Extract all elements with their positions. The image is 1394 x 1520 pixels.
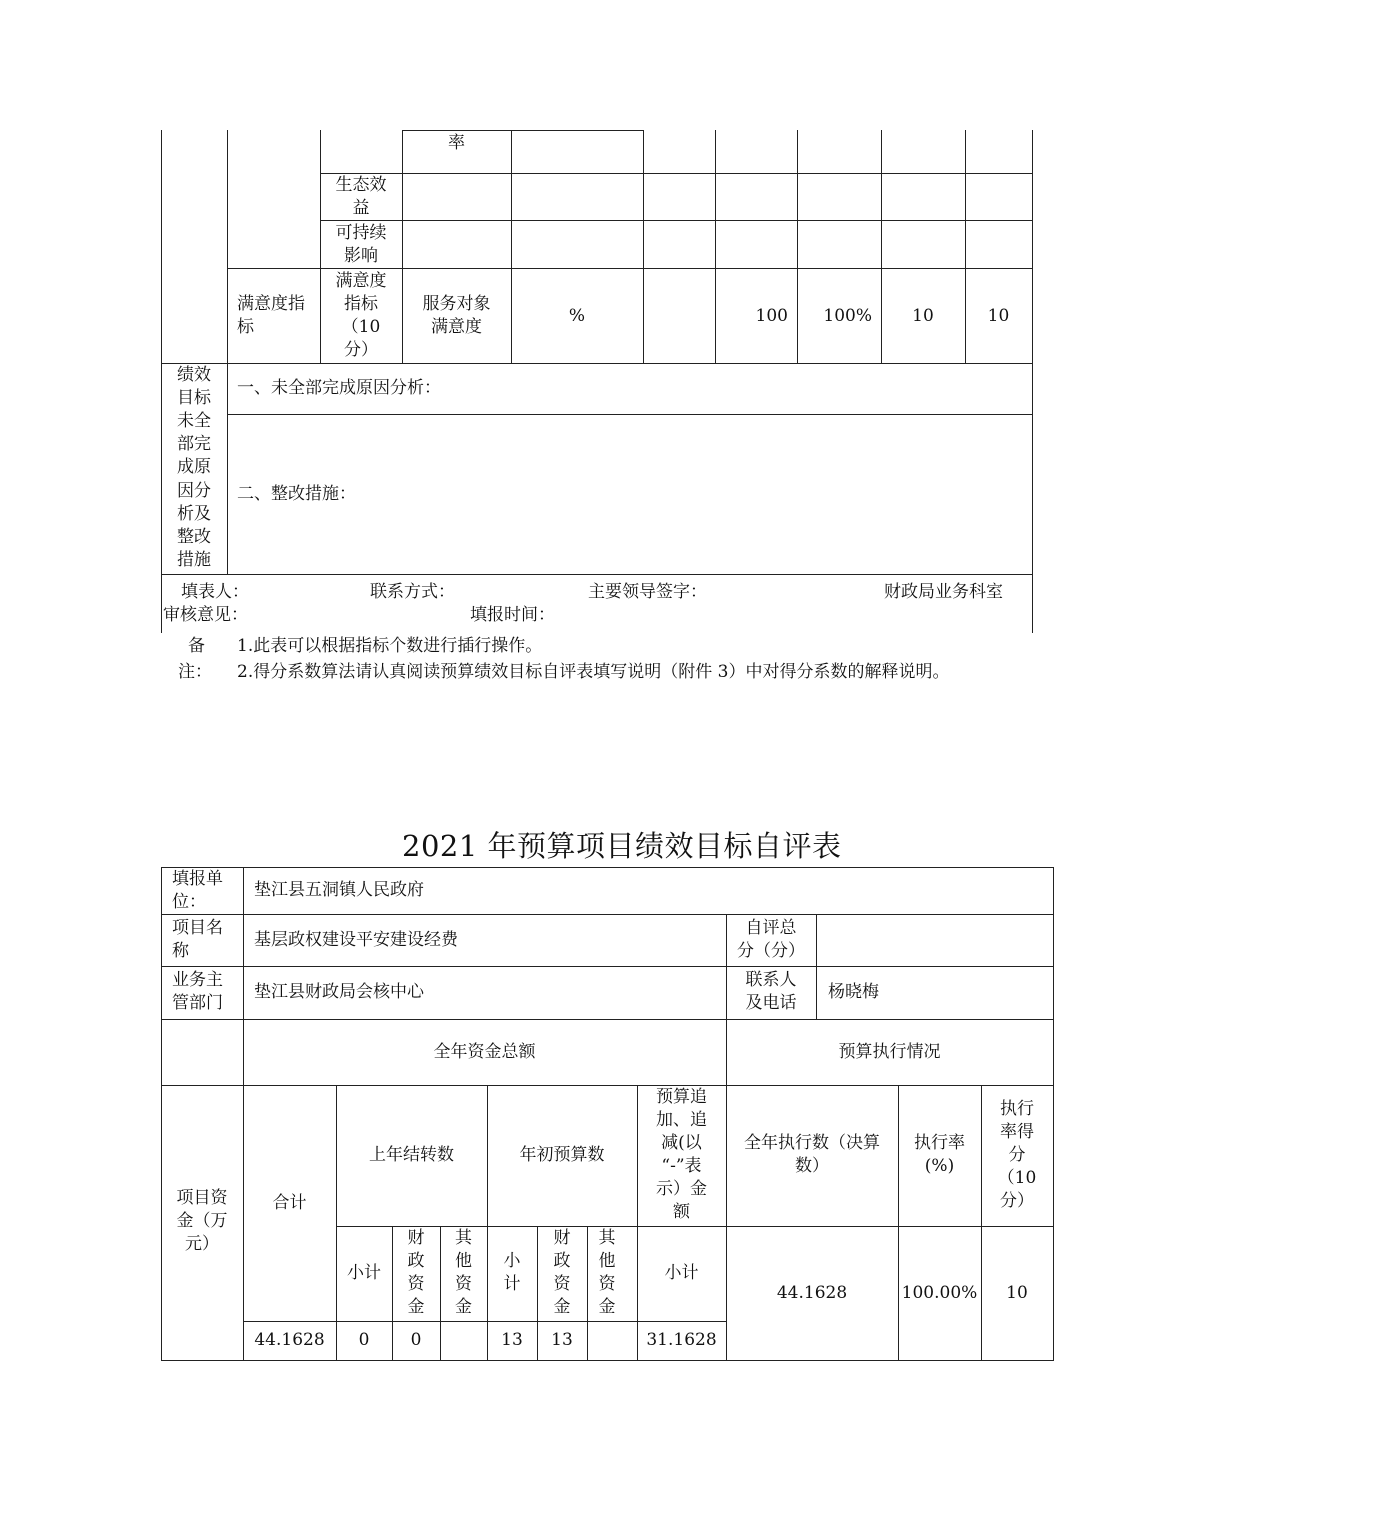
exec-amount-value: 44.1628 [776, 1283, 848, 1303]
reason-label-7: 析及 [177, 504, 211, 524]
eco-benefit-label-1: 生态效 [335, 175, 387, 195]
sustainable-label-2: 影响 [344, 246, 378, 266]
exec-score-header-3: 分 [1008, 1145, 1026, 1165]
satisfaction-l2-label-1: 满意度指 [237, 294, 305, 314]
init-other-header-1: 其 [598, 1228, 616, 1248]
satisfaction-item-1: 服务对象 [422, 294, 491, 314]
carry-fiscal-header-1: 财 [407, 1228, 425, 1248]
contact-person-label-2: 及电话 [745, 993, 797, 1013]
contact-person-value: 杨晓梅 [828, 982, 879, 1002]
unit-value: 垫江县五洞镇人民政府 [254, 880, 424, 900]
form-title: 2021 年预算项目绩效目标自评表 [402, 829, 842, 863]
init-fiscal-header-3: 资 [553, 1274, 571, 1294]
exec-score-header-1: 执行 [1000, 1099, 1034, 1119]
carry-other-header-1: 其 [455, 1228, 472, 1248]
carry-fiscal-value: 0 [410, 1330, 422, 1350]
total-value: 44.1628 [254, 1330, 325, 1350]
target-cell: 100 [755, 306, 788, 326]
carry-fiscal-header-2: 政 [407, 1251, 425, 1271]
rate-cell-text: 率 [448, 133, 465, 153]
reason-label-1: 绩效 [177, 365, 211, 385]
fund-label-2: 金（万 [176, 1211, 228, 1231]
satisfaction-l3-label-2: 指标 [344, 294, 378, 314]
carry-subtotal-value: 0 [358, 1330, 370, 1350]
annual-exec-header-2: 数） [795, 1156, 829, 1176]
carry-other-header-2: 他 [455, 1251, 472, 1271]
reason-analysis-text: 一、未全部完成原因分析： [237, 378, 441, 398]
adjust-subtotal-value: 31.1628 [646, 1330, 717, 1350]
carry-subtotal-header: 小计 [347, 1263, 381, 1283]
fund-label-3: 元） [185, 1234, 219, 1254]
exec-score-header-4: （10 [997, 1168, 1037, 1188]
init-other-header-3: 资 [598, 1274, 616, 1294]
satisfaction-l3-label-4: 分） [344, 340, 378, 360]
project-value: 基层政权建设平安建设经费 [254, 930, 458, 950]
score-total-label-1: 自评总 [745, 918, 797, 938]
reason-label-9: 措施 [177, 550, 211, 570]
fund-label-1: 项目资 [176, 1188, 228, 1208]
annual-exec-header-1: 全年执行数（决算 [744, 1133, 880, 1153]
init-subtotal-header-1: 小 [503, 1251, 521, 1271]
satisfaction-item-2: 满意度 [431, 317, 482, 337]
finance-office-label: 财政局业务科室 [884, 582, 1003, 602]
carry-other-header-3: 资 [455, 1274, 472, 1294]
review-opinion-label: 审核意见： [163, 605, 248, 625]
adjust-header-6: 额 [673, 1202, 690, 1222]
dept-label-1: 业务主 [172, 970, 223, 990]
init-subtotal-header-2: 计 [503, 1274, 521, 1294]
total-header: 合计 [272, 1193, 307, 1213]
reason-label-6: 因分 [177, 481, 211, 501]
unit-cell: % [568, 306, 586, 326]
satisfaction-l2-label-2: 标 [237, 317, 254, 337]
reason-label-4: 部完 [177, 434, 211, 454]
carry-fiscal-header-3: 资 [407, 1274, 425, 1294]
score-cell: 10 [987, 306, 1010, 326]
adjust-header-4: “-”表 [661, 1156, 702, 1176]
eco-benefit-label-2: 益 [352, 198, 370, 218]
adjust-subtotal-header: 小计 [664, 1263, 699, 1283]
leader-sign-label: 主要领导签字： [588, 582, 707, 602]
adjust-header-2: 加、追 [656, 1110, 707, 1130]
carryover-header: 上年结转数 [369, 1145, 454, 1165]
carry-other-header-4: 金 [455, 1297, 472, 1317]
fill-time-label: 填报时间： [470, 605, 555, 625]
annual-total-header: 全年资金总额 [433, 1042, 536, 1062]
adjust-header-3: 减(以 [661, 1133, 702, 1153]
adjust-header-5: 示）金 [656, 1179, 707, 1199]
notes-label-1: 备 [188, 636, 205, 656]
satisfaction-l3-label-1: 满意度 [335, 271, 387, 291]
init-fiscal-value: 13 [551, 1330, 573, 1350]
notes-label-2: 注： [178, 662, 212, 682]
rectification-text: 二、整改措施： [237, 484, 356, 504]
unit-label-1: 填报单 [172, 869, 223, 889]
init-other-header-2: 他 [598, 1251, 616, 1271]
init-fiscal-header-1: 财 [553, 1228, 571, 1248]
sustainable-label-1: 可持续 [335, 223, 387, 243]
notes-line-1: 1.此表可以根据指标个数进行插行操作。 [237, 636, 543, 656]
weight-cell: 10 [912, 306, 934, 326]
exec-rate-header-1: 执行率 [914, 1133, 965, 1153]
project-label-1: 项目名 [172, 918, 223, 938]
reason-label-8: 整改 [177, 527, 211, 547]
init-fiscal-header-4: 金 [553, 1297, 571, 1317]
contact-person-label-1: 联系人 [745, 970, 797, 990]
exec-rate-header-2: (%) [924, 1156, 955, 1176]
unit-label-2: 位： [172, 892, 206, 912]
initial-budget-header: 年初预算数 [519, 1145, 605, 1165]
satisfaction-l3-label-3: （10 [341, 317, 381, 337]
dept-value: 垫江县财政局会核中心 [254, 982, 424, 1002]
init-subtotal-value: 13 [501, 1330, 523, 1350]
project-label-2: 称 [172, 941, 189, 961]
carry-fiscal-header-4: 金 [407, 1297, 425, 1317]
adjust-header-1: 预算追 [656, 1087, 707, 1107]
exec-score-header-5: 分） [1000, 1191, 1034, 1211]
budget-exec-header: 预算执行情况 [838, 1042, 941, 1062]
dept-label-2: 管部门 [172, 993, 223, 1013]
exec-score-header-2: 率得 [1000, 1122, 1034, 1142]
filler-label: 填表人： [181, 582, 249, 602]
init-fiscal-header-2: 政 [553, 1251, 571, 1271]
notes-line-2: 2.得分系数算法请认真阅读预算绩效目标自评表填写说明（附件 3）中对得分系数的解释说明。 [237, 662, 950, 682]
reason-label-2: 目标 [177, 388, 211, 408]
init-other-header-4: 金 [598, 1297, 616, 1317]
exec-rate-value: 100.00% [901, 1283, 978, 1303]
reason-label-3: 未全 [177, 411, 211, 431]
score-total-label-2: 分（分） [737, 941, 805, 961]
reason-label-5: 成原 [177, 457, 211, 477]
contact-label: 联系方式： [370, 582, 455, 602]
exec-score-value: 10 [1006, 1283, 1028, 1303]
actual-cell: 100% [823, 306, 872, 326]
